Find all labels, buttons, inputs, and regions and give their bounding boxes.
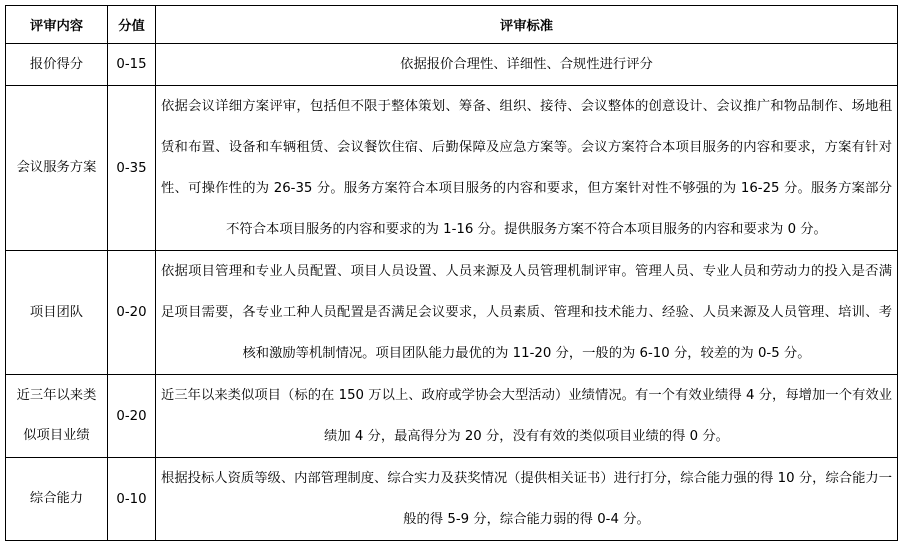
table-row bbox=[6, 86, 898, 251]
scoring-criteria-table bbox=[5, 5, 898, 541]
row-content-text: 近三年以来类似项目业绩 bbox=[16, 388, 97, 443]
row-content bbox=[6, 44, 108, 86]
row-standard-text: 近三年以来类似项目（标的在 150 万以上、政府或学协会大型活动）业绩情况。有一个有效业绩得 4 分，每增加一个有效业绩加 4 分，最高得分为 20 分，没有有效的类似项目业绩的得 0 分。 bbox=[161, 388, 892, 444]
row-content bbox=[6, 251, 108, 375]
row-standard-text: 依据报价合理性、详细性、合规性进行评分 bbox=[400, 57, 653, 72]
row-score: 0-10 bbox=[108, 458, 156, 541]
row-content-text: 项目团队 bbox=[29, 304, 84, 320]
header-standard: 评审标准 bbox=[156, 6, 898, 44]
row-standard bbox=[156, 44, 898, 86]
row-content bbox=[6, 86, 108, 251]
table-row bbox=[6, 458, 898, 541]
row-standard-text: 根据投标人资质等级、内部管理制度、综合实力及获奖情况（提供相关证书）进行打分，综合能力强的得 10 分，综合能力一般的得 5-9 分，综合能力弱的得 0-4 分。 bbox=[161, 471, 892, 527]
row-standard bbox=[156, 458, 898, 541]
row-standard-text: 依据会议详细方案评审，包括但不限于整体策划、筹备、组织、接待、会议整体的创意设计、会议推广和物品制作、场地租赁和布置、设备和车辆租赁、会议餐饮住宿、后勤保障及应急方案等。会议方案符合本项目服务的内容和要求，方案有针对性、可操作性的为 26-35 分。服务方案符合本项目服务的内容和要求，但方案针对性不够强的为 16-25 分。服务方案部分不符合本项目服务的内容和要求的为 1-16 分。提供服务方案不符合本项目服务的内容和要求为 0 分。 bbox=[161, 99, 892, 237]
row-standard bbox=[156, 86, 898, 251]
row-score: 0-15 bbox=[108, 44, 156, 86]
row-standard bbox=[156, 251, 898, 375]
row-score: 0-20 bbox=[108, 251, 156, 375]
row-standard bbox=[156, 375, 898, 458]
header-content: 评审内容 bbox=[6, 6, 108, 44]
row-content-text: 报价得分 bbox=[29, 56, 84, 72]
table-row bbox=[6, 251, 898, 375]
table-header-row bbox=[6, 6, 898, 44]
row-score: 0-20 bbox=[108, 375, 156, 458]
row-content-text: 综合能力 bbox=[29, 491, 84, 506]
table-row bbox=[6, 375, 898, 458]
header-score: 分值 bbox=[108, 6, 156, 44]
row-score: 0-35 bbox=[108, 86, 156, 251]
row-standard-text: 依据项目管理和专业人员配置、项目人员设置、人员来源及人员管理机制评审。管理人员、专业人员和劳动力的投入是否满足项目需要，各专业工种人员配置是否满足会议要求，人员素质、管理和技术能力、经验、人员来源及人员管理、培训、考核和激励等机制情况。项目团队能力最优的为 11-20 分，一般的为 6-10 分，较差的为 0-5 分。 bbox=[161, 264, 892, 361]
table-row bbox=[6, 44, 898, 86]
row-content bbox=[6, 458, 108, 541]
row-content-text: 会议服务方案 bbox=[16, 160, 97, 175]
row-content bbox=[6, 375, 108, 458]
